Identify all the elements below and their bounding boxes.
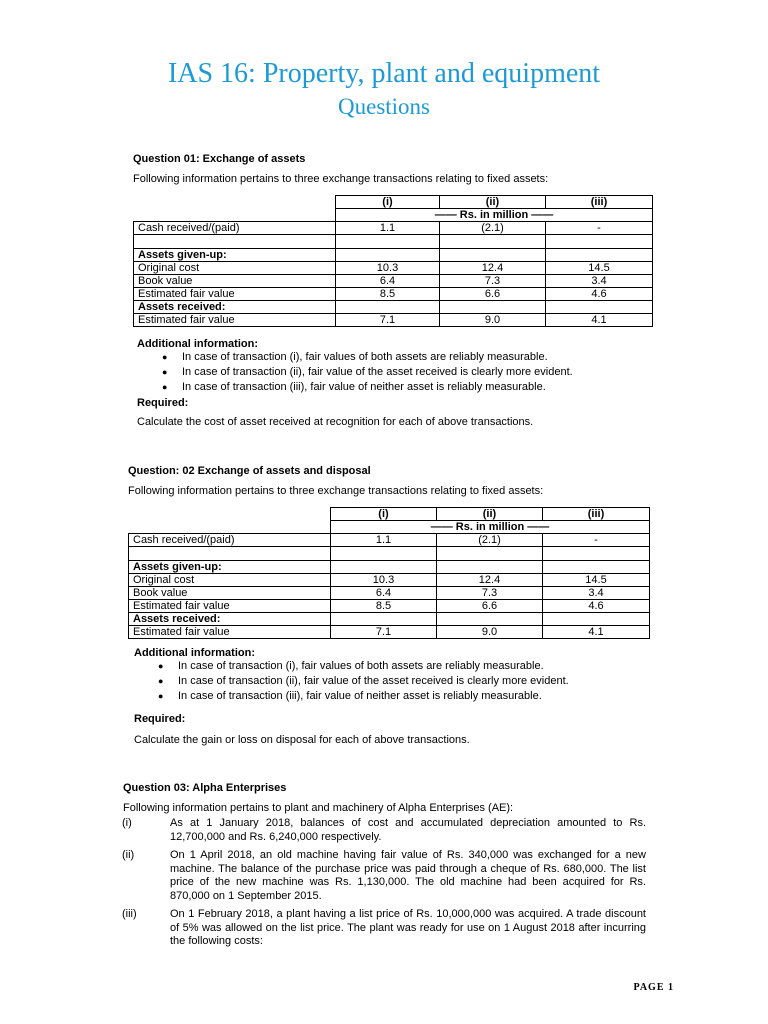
q3-item-number: (i) [122, 817, 132, 829]
q3-intro: Following information pertains to plant and machinery of Alpha Enterprises (AE): [123, 802, 514, 814]
q3-item-text: As at 1 January 2018, balances of cost and accumulated depreciation amounted to Rs. 12,700,000 and Rs. 6,240,000 respectively. [170, 817, 646, 843]
q2-refv-1: 7.1 [331, 626, 437, 639]
q2-cash-label: Cash received/(paid) [129, 534, 331, 547]
q1-oc-2: 12.4 [440, 262, 546, 275]
q2-bullet: ● In case of transaction (ii), fair value of the asset received is clearly more evident. [158, 674, 569, 689]
q1-col-2: (ii) [440, 196, 546, 209]
q2-col-1: (i) [331, 508, 437, 521]
page-title: IAS 16: Property, plant and equipment [167, 58, 601, 89]
q2-unit: —— Rs. in million —— [331, 521, 650, 534]
q1-refv-3: 4.1 [546, 314, 653, 327]
q2-table [128, 507, 650, 639]
q2-oc-label: Original cost [129, 574, 331, 587]
q1-refv-2: 9.0 [440, 314, 546, 327]
q2-table-corner-2 [129, 521, 331, 534]
q2-refv-2: 9.0 [437, 626, 543, 639]
page-number: PAGE 1 [633, 982, 674, 993]
q2-bv-1: 6.4 [331, 587, 437, 600]
q2-intro: Following information pertains to three exchange transactions relating to fixed assets: [128, 485, 544, 497]
q1-bullet: ● In case of transaction (iii), fair value of neither asset is reliably measurable. [162, 380, 573, 395]
page-subtitle: Questions [338, 94, 430, 119]
q1-efv-2: 6.6 [440, 288, 546, 301]
q1-table-corner-2 [134, 209, 336, 222]
q1-bv-1: 6.4 [336, 275, 440, 288]
q1-recv-label: Assets received: [134, 301, 336, 314]
q2-given-label: Assets given-up: [129, 561, 331, 574]
q3-item-text: On 1 February 2018, a plant having a list price of Rs. 10,000,000 was acquired. A trade discount of 5% was allowed on the list price. The plant was ready for use on 1 August 2018 after incurring the following costs: [170, 908, 646, 947]
q3-heading: Question 03: Alpha Enterprises [123, 782, 287, 794]
q1-table [133, 195, 653, 327]
q2-cash-3: - [543, 534, 650, 547]
q1-oc-3: 14.5 [546, 262, 653, 275]
q2-oc-1: 10.3 [331, 574, 437, 587]
q1-table-corner [134, 196, 336, 209]
q1-bv-label: Book value [134, 275, 336, 288]
q1-bullet: ● In case of transaction (i), fair values of both assets are reliably measurable. [162, 350, 573, 365]
q2-bv-3: 3.4 [543, 587, 650, 600]
q2-table-corner [129, 508, 331, 521]
q1-oc-1: 10.3 [336, 262, 440, 275]
q3-item [122, 817, 646, 844]
q1-col-3: (iii) [546, 196, 653, 209]
q3-item-number: (ii) [122, 849, 135, 861]
q1-bv-3: 3.4 [546, 275, 653, 288]
q2-oc-2: 12.4 [437, 574, 543, 587]
q1-heading: Question 01: Exchange of assets [133, 153, 306, 165]
q2-bullets [158, 659, 569, 704]
q2-bv-2: 7.3 [437, 587, 543, 600]
q1-efv-3: 4.6 [546, 288, 653, 301]
q1-col-1: (i) [336, 196, 440, 209]
q2-recv-label: Assets received: [129, 613, 331, 626]
q1-intro: Following information pertains to three exchange transactions relating to fixed assets: [133, 173, 549, 185]
q1-additional: Additional information: [137, 338, 258, 350]
q2-efv-label: Estimated fair value [129, 600, 331, 613]
q1-efv-1: 8.5 [336, 288, 440, 301]
q1-cash-2: (2.1) [440, 222, 546, 235]
q2-cash-2: (2.1) [437, 534, 543, 547]
q1-oc-label: Original cost [134, 262, 336, 275]
q2-efv-3: 4.6 [543, 600, 650, 613]
q1-bullets [162, 350, 573, 395]
q1-required-text: Calculate the cost of asset received at recognition for each of above transactions. [137, 416, 534, 428]
q3-item [122, 849, 646, 903]
q1-cash-1: 1.1 [336, 222, 440, 235]
q2-refv-3: 4.1 [543, 626, 650, 639]
q2-heading: Question: 02 Exchange of assets and disposal [128, 465, 371, 477]
q1-bv-2: 7.3 [440, 275, 546, 288]
q2-col-2: (ii) [437, 508, 543, 521]
q2-required: Required: [134, 713, 186, 725]
q2-bullet: ● In case of transaction (iii), fair value of neither asset is reliably measurable. [158, 689, 569, 704]
q2-bullet: ● In case of transaction (i), fair values of both assets are reliably measurable. [158, 659, 569, 674]
q2-cash-1: 1.1 [331, 534, 437, 547]
q2-additional: Additional information: [134, 647, 255, 659]
q2-required-text: Calculate the gain or loss on disposal for each of above transactions. [134, 734, 470, 746]
q2-efv-2: 6.6 [437, 600, 543, 613]
q2-refv-label: Estimated fair value [129, 626, 331, 639]
q2-efv-1: 8.5 [331, 600, 437, 613]
q3-item-text: On 1 April 2018, an old machine having fair value of Rs. 340,000 was exchanged for a new machine. The balance of the purchase price was paid through a cheque of Rs. 680,000. The list price of the new machine was Rs. 1,130,000. The old machine had been acquired for Rs. 870,000 on 1 September 2015. [170, 849, 646, 902]
q2-oc-3: 14.5 [543, 574, 650, 587]
q1-required: Required: [137, 397, 189, 409]
q2-col-3: (iii) [543, 508, 650, 521]
q1-refv-1: 7.1 [336, 314, 440, 327]
q1-given-label: Assets given-up: [134, 249, 336, 262]
q1-bullet: ● In case of transaction (ii), fair value of the asset received is clearly more evident. [162, 365, 573, 380]
q1-cash-label: Cash received/(paid) [134, 222, 336, 235]
q3-list [122, 817, 646, 954]
q1-efv-label: Estimated fair value [134, 288, 336, 301]
q1-cash-3: - [546, 222, 653, 235]
q3-item-number: (iii) [122, 908, 137, 920]
q1-refv-label: Estimated fair value [134, 314, 336, 327]
q2-bv-label: Book value [129, 587, 331, 600]
q1-unit: —— Rs. in million —— [336, 209, 653, 222]
q3-item [122, 908, 646, 949]
